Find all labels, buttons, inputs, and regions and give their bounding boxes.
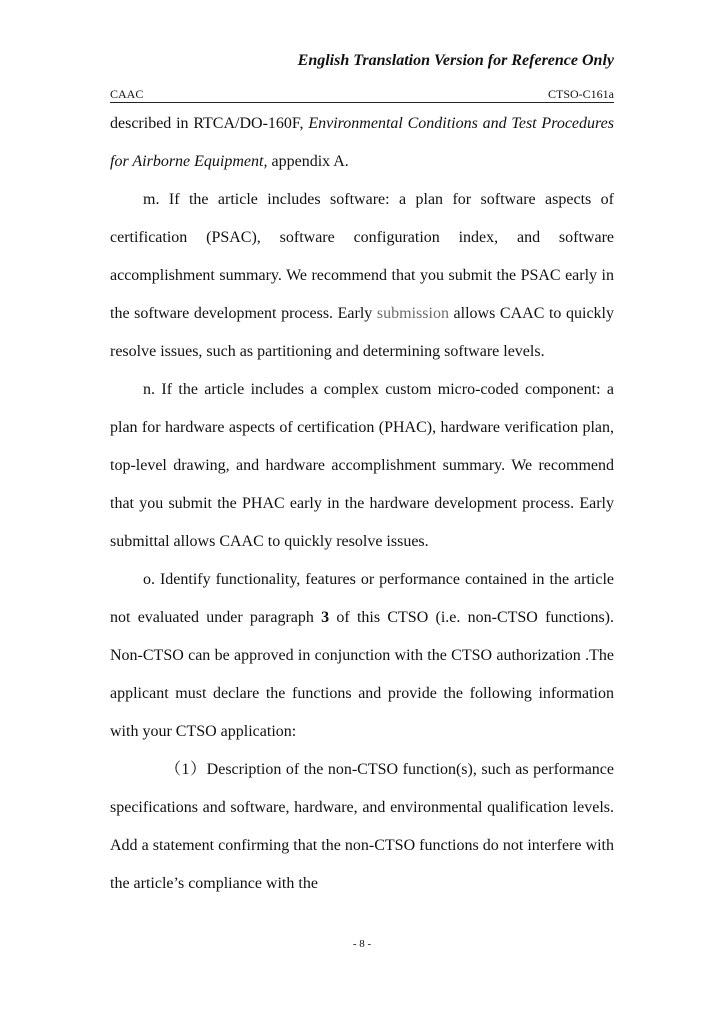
paragraph-text: appendix A. <box>267 153 349 170</box>
header-agency: CAAC <box>110 87 144 101</box>
paragraph-text: allows CAAC to quickly resolve issues, such as partitioning and determining software levels. <box>110 305 615 360</box>
paragraph-text: of this CTSO (i.e. non-CTSO functions). Non-CTSO can be approved in conjunction with the CTSO authorization .The applicant must declare the functions and provide the following information with your CTSO application: <box>110 609 614 740</box>
paragraph-text: m. If the article includes software: a plan for software aspects of certification (PSAC), software configuration index, and software accomplishment summary. We recommend that you submit the PSAC early in the software development process. Early <box>110 191 614 322</box>
paragraph-text: described in RTCA/DO-160F, <box>110 115 309 132</box>
document-body <box>110 105 614 903</box>
paragraph-reference-number: 3 <box>321 609 330 626</box>
paragraph-m <box>110 181 614 371</box>
header-divider <box>110 102 614 103</box>
header-document-id: CTSO-C161a <box>548 87 614 101</box>
paragraph-n: n. If the article includes a complex custom micro-coded component: a plan for hardware aspects of certification (PHAC), hardware verification plan, top-level drawing, and hardware accomplishment summary. We recommend that you submit the PHAC early in the hardware development process. Early submittal allows CAAC to quickly resolve issues. <box>110 381 614 550</box>
paragraph-o <box>110 561 614 751</box>
document-title-reference: Environmental Conditions and Test Procedures for Airborne Equipment, <box>110 115 614 170</box>
translation-banner: English Translation Version for Reference Only <box>297 52 614 69</box>
paragraph-item-1: （1）Description of the non-CTSO function(s), such as performance specifications and software, hardware, and environmental qualification levels. Add a statement confirming that the non-CTSO functions do not interfere with the article’s compliance with the <box>110 761 614 892</box>
paragraph-continuation <box>110 105 614 181</box>
page-number: - 8 - <box>352 938 372 950</box>
highlighted-word: submission <box>376 305 449 322</box>
paragraph-text: o. Identify functionality, features or performance contained in the article not evaluated under paragraph <box>110 571 614 626</box>
